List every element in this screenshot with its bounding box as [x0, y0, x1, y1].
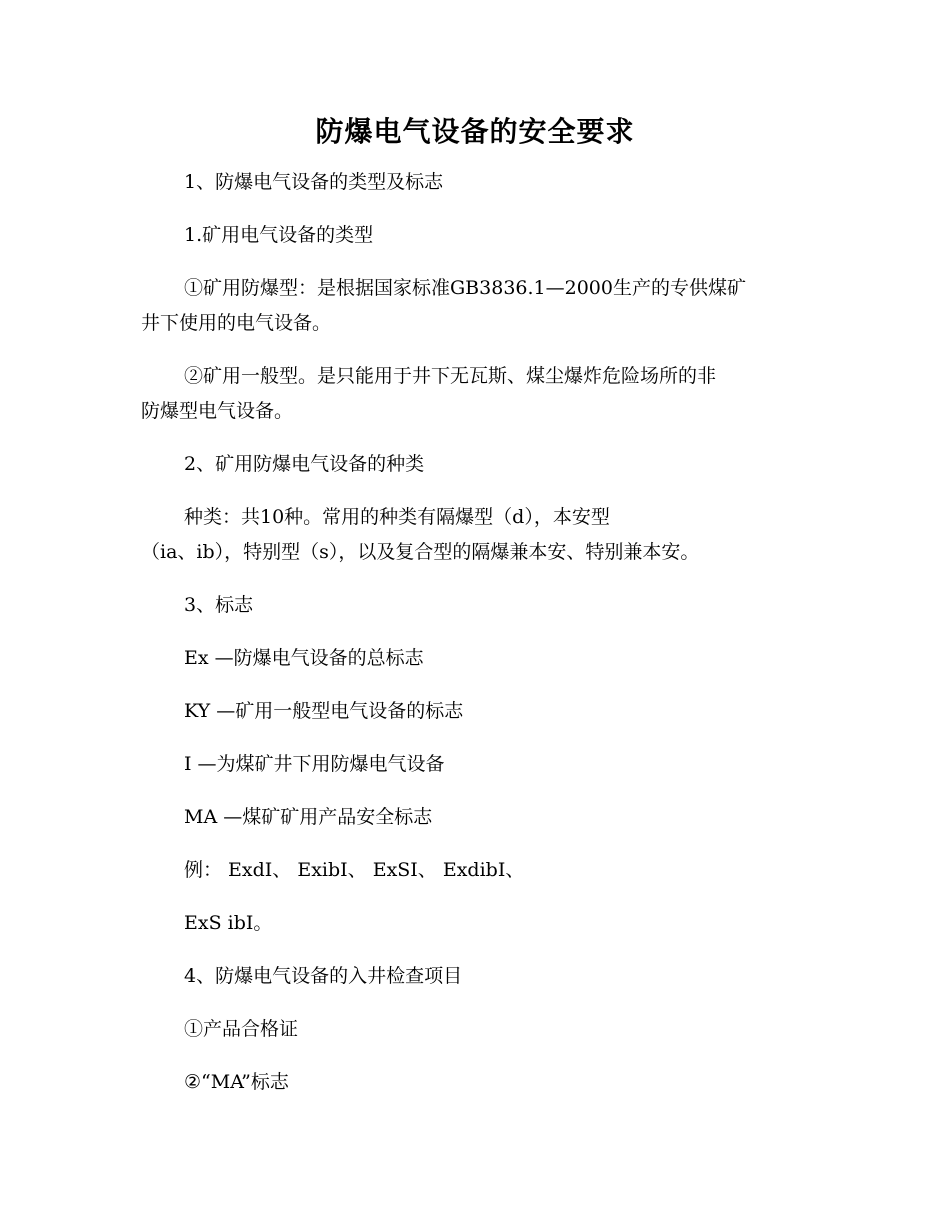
paragraph: [141, 800, 811, 835]
paragraph: [141, 588, 811, 623]
paragraph-line: 1、防爆电气设备的类型及标志: [184, 171, 444, 193]
paragraph: [141, 165, 811, 200]
paragraph: [141, 218, 811, 253]
paragraph-line: 例： ExdⅠ、 ExibⅠ、 ExSⅠ、 ExdibⅠ、: [184, 859, 525, 881]
paragraph-line: 井下使用的电气设备。: [141, 312, 332, 334]
paragraph: [141, 641, 811, 676]
paragraph: [141, 959, 811, 994]
paragraph-line: 种类：共10种。常用的种类有隔爆型（d），本安型: [184, 506, 610, 528]
paragraph-line: ①矿用防爆型：是根据国家标准GB3836.1—2000生产的专供煤矿: [184, 277, 746, 299]
paragraph-line: Ex —防爆电气设备的总标志: [184, 647, 424, 669]
paragraph: [141, 359, 811, 429]
document-title: 防爆电气设备的安全要求: [315, 115, 635, 148]
paragraph-line: ExS ibⅠ。: [184, 912, 273, 934]
paragraph: [141, 447, 811, 482]
paragraph: [141, 271, 811, 341]
paragraph-line: 3、标志: [184, 594, 254, 616]
paragraph-line: KY —矿用一般型电气设备的标志: [184, 700, 464, 722]
paragraph-line: MA —煤矿矿用产品安全标志: [184, 806, 433, 828]
paragraph: [141, 1065, 811, 1100]
paragraph-line: Ⅰ —为煤矿井下用防爆电气设备: [184, 753, 445, 775]
paragraph: [141, 906, 811, 941]
paragraph-line: ②矿用一般型。是只能用于井下无瓦斯、煤尘爆炸危险场所的非: [184, 365, 717, 387]
paragraph-line: 4、防爆电气设备的入井检查项目: [184, 965, 463, 987]
paragraph-line: 2、矿用防爆电气设备的种类: [184, 453, 425, 475]
paragraph-line: 防爆型电气设备。: [141, 400, 294, 422]
document-body: [141, 165, 811, 1118]
paragraph: [141, 694, 811, 729]
paragraph: [141, 1012, 811, 1047]
paragraph-line: ①产品合格证: [184, 1018, 299, 1040]
paragraph-line: （ia、ib），特别型（s），以及复合型的隔爆兼本安、特别兼本安。: [141, 541, 700, 563]
paragraph-line: 1.矿用电气设备的类型: [184, 224, 374, 246]
paragraph-line: ②“MA”标志: [184, 1071, 289, 1093]
paragraph: [141, 853, 811, 888]
paragraph: [141, 747, 811, 782]
paragraph: [141, 500, 811, 570]
